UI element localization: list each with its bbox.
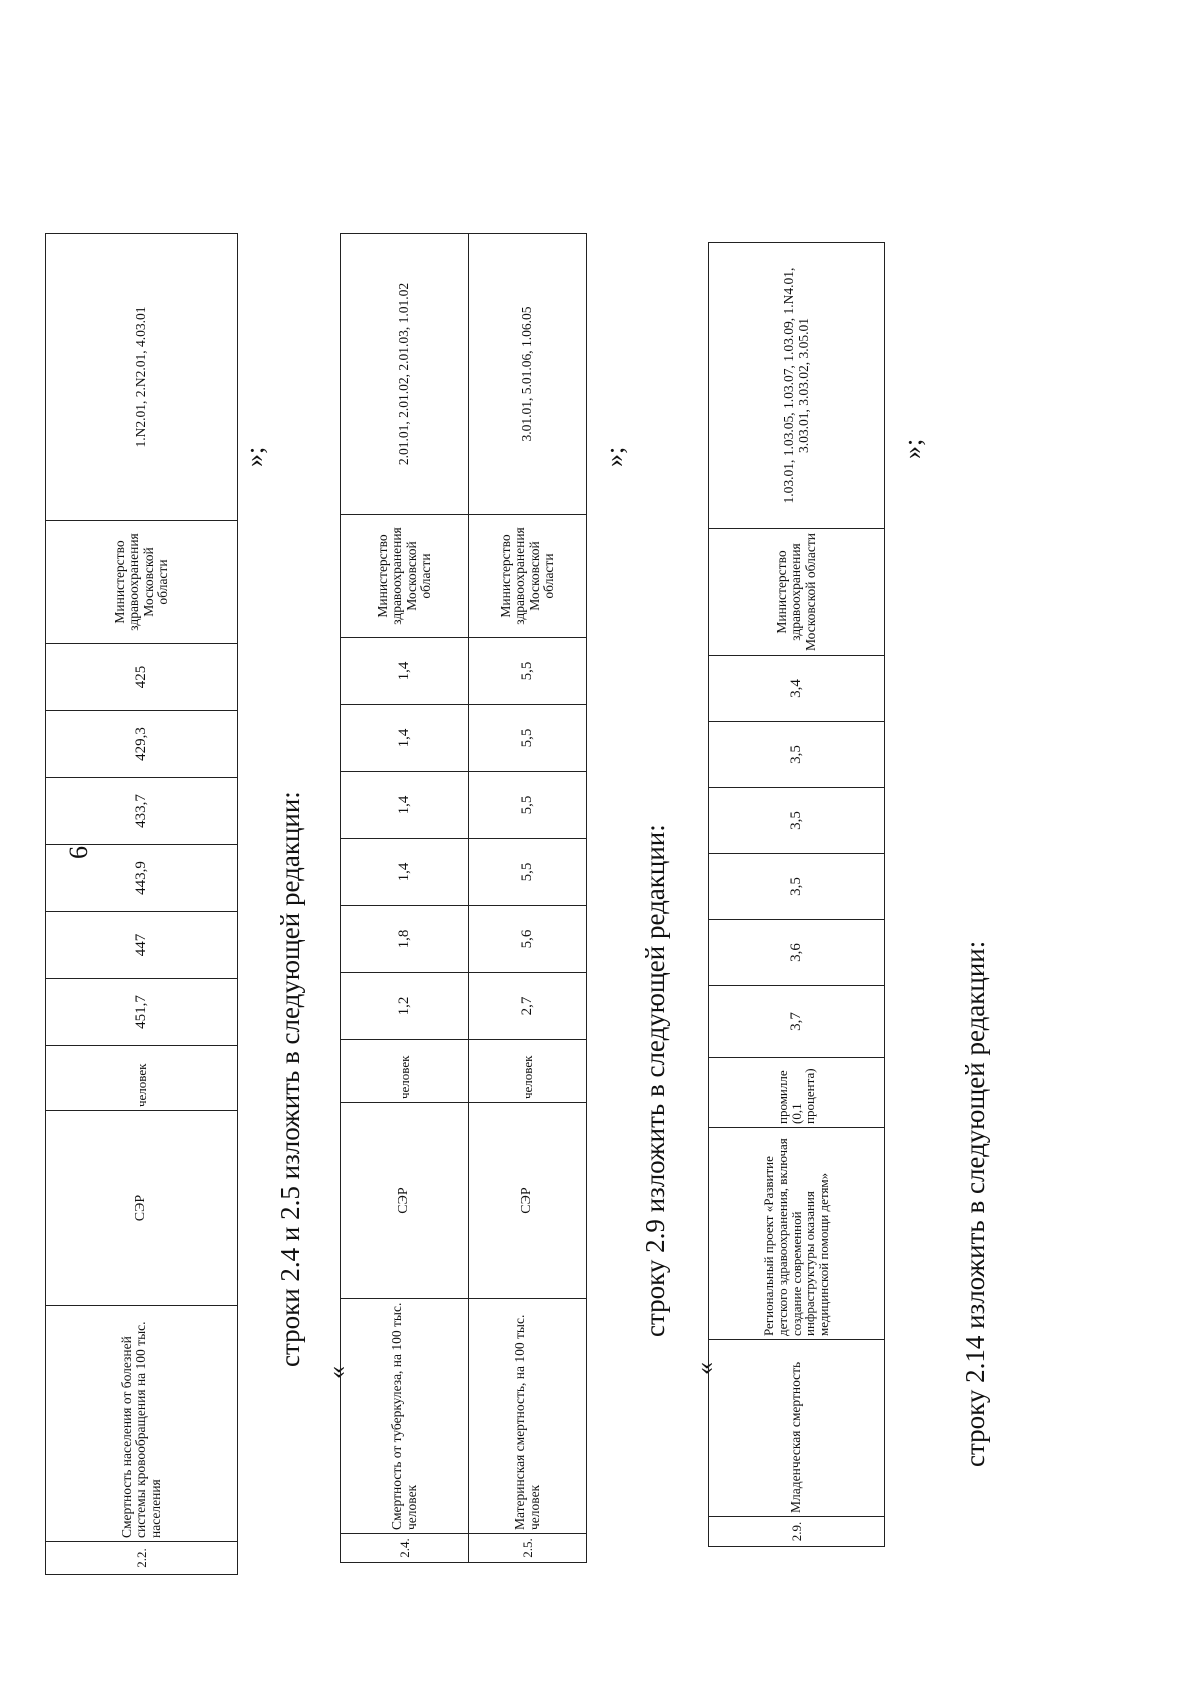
responsible-cell: Министерство здравоохранения Московской области	[469, 515, 587, 638]
source-cell: Региональный проект «Развитие детского здравоохранения, включая создание современной инфраструктуры оказания медицинской помощи детям»	[709, 1128, 885, 1340]
table-row	[341, 234, 469, 1563]
source-cell: СЭР	[341, 1103, 469, 1299]
codes-cell: 1.N2.01, 2.N2.01, 4.03.01	[46, 234, 238, 521]
value-cell: 447	[46, 912, 238, 979]
value-cell: 433,7	[46, 778, 238, 845]
instruction-row-2-9: строку 2.9 изложить в следующей редакции:	[640, 824, 670, 1337]
table-row	[46, 234, 238, 1575]
table-row-2-9	[708, 242, 885, 1547]
value-cell: 5,5	[469, 772, 587, 839]
value-cell: 451,7	[46, 979, 238, 1046]
value-cell: 5,5	[469, 638, 587, 705]
row-number: 2.2.	[46, 1542, 238, 1575]
responsible-cell: Министерство здравоохранения Московской области	[709, 529, 885, 656]
value-cell: 3,7	[709, 986, 885, 1058]
value-cell: 5,6	[469, 906, 587, 973]
value-cell: 3,4	[709, 656, 885, 722]
value-cell: 1,4	[341, 772, 469, 839]
indicator-name: Смертность от туберкулеза, на 100 тыс. человек	[341, 1299, 469, 1534]
value-cell: 425	[46, 644, 238, 711]
value-cell: 1,2	[341, 973, 469, 1040]
value-cell: 1,4	[341, 705, 469, 772]
value-cell: 3,5	[709, 788, 885, 854]
row-number: 2.9.	[709, 1517, 885, 1547]
unit-cell: человек	[46, 1046, 238, 1111]
responsible-cell: Министерство здравоохранения Московской области	[341, 515, 469, 638]
value-cell: 2,7	[469, 973, 587, 1040]
source-cell: СЭР	[46, 1111, 238, 1306]
row-number: 2.4.	[341, 1534, 469, 1563]
value-cell: 1,4	[341, 638, 469, 705]
value-cell: 1,8	[341, 906, 469, 973]
closing-quote-3: »;	[898, 438, 927, 459]
indicator-name: Материнская смертность, на 100 тыс. человек	[469, 1299, 587, 1534]
value-cell: 429,3	[46, 711, 238, 778]
value-cell: 443,9	[46, 845, 238, 912]
value-cell: 3,5	[709, 854, 885, 920]
indicator-name: Смертность населения от болезней системы кровообращения на 100 тыс. населения	[46, 1306, 238, 1542]
table-row-2-2	[45, 233, 238, 1575]
responsible-cell: Министерство здравоохранения Московской области	[46, 521, 238, 644]
value-cell: 3,5	[709, 722, 885, 788]
codes-cell: 1.03.01, 1.03.05, 1.03.07, 1.03.09, 1.N4.01, 3.03.01, 3.03.02, 3.05.01	[709, 243, 885, 529]
table-row	[709, 243, 885, 1547]
source-cell: СЭР	[469, 1103, 587, 1299]
table-row	[469, 234, 587, 1563]
instruction-rows-2-4-2-5: строки 2.4 и 2.5 изложить в следующей редакции:	[275, 791, 305, 1367]
page-number: 6	[64, 846, 93, 859]
indicator-name: Младенческая смертность	[709, 1340, 885, 1517]
opening-quote-2: «	[690, 1362, 719, 1375]
value-cell: 5,5	[469, 839, 587, 906]
unit-cell: промилле (0,1 процента)	[709, 1058, 885, 1128]
instruction-row-2-14: строку 2.14 изложить в следующей редакции:	[960, 940, 990, 1467]
unit-cell: человек	[469, 1040, 587, 1103]
row-number: 2.5.	[469, 1534, 587, 1563]
value-cell: 1,4	[341, 839, 469, 906]
value-cell: 5,5	[469, 705, 587, 772]
closing-quote-2: »;	[600, 446, 629, 467]
codes-cell: 3.01.01, 5.01.06, 1.06.05	[469, 234, 587, 515]
opening-quote-1: «	[322, 1366, 351, 1379]
value-cell: 3,6	[709, 920, 885, 986]
unit-cell: человек	[341, 1040, 469, 1103]
table-rows-2-4-2-5	[340, 233, 587, 1563]
codes-cell: 2.01.01, 2.01.02, 2.01.03, 1.01.02	[341, 234, 469, 515]
closing-quote-1: »;	[240, 446, 269, 467]
